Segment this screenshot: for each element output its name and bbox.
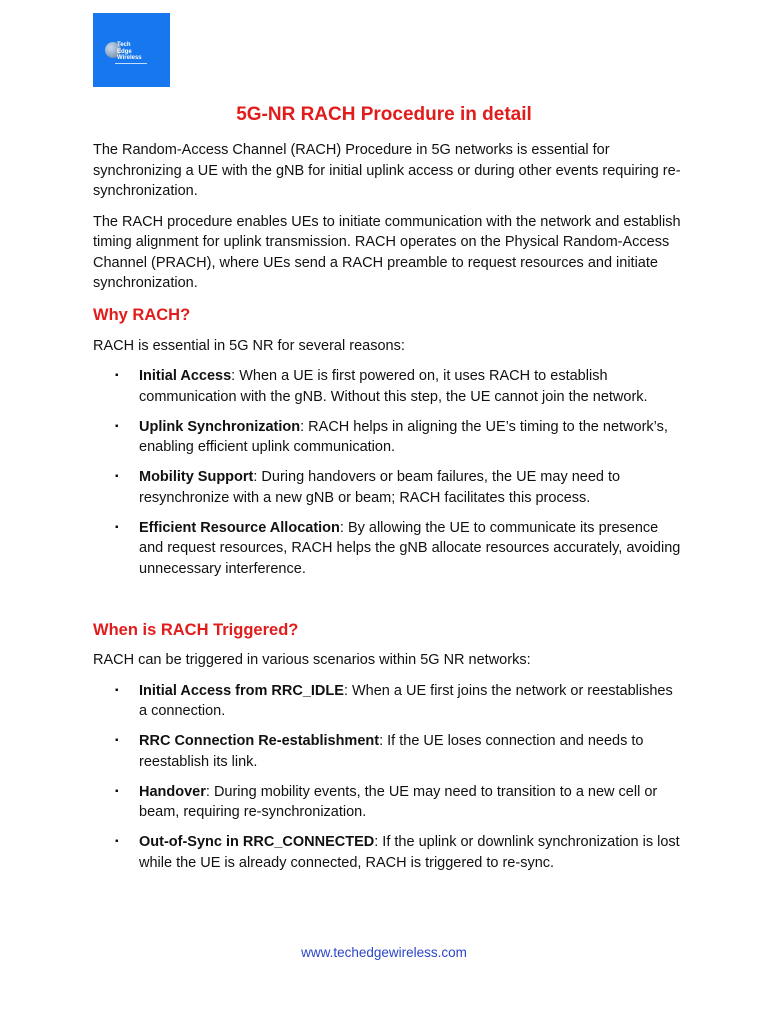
why-lead-text: RACH is essential in 5G NR for several reasons: (93, 337, 405, 354)
bullet-icon: ▪ (115, 836, 119, 847)
list-item-term: Initial Access from RRC_IDLE (139, 682, 344, 699)
list-item (93, 782, 683, 823)
logo-underline (115, 63, 147, 64)
list-item-text: : During mobility events, the UE may need to transition to a new cell or beam, requiring re-synchronization. (139, 783, 658, 820)
bullet-icon: ▪ (115, 684, 119, 696)
list-item (93, 731, 683, 772)
section-heading-when-triggered: When is RACH Triggered? (93, 621, 299, 639)
bullet-icon: ▪ (115, 420, 119, 432)
list-item-term: RRC Connection Re-establishment (139, 733, 380, 749)
intro-paragraph-2: The RACH procedure enables UEs to initiate communication with the network and establish timing alignment for uplink transmission. RACH operates on the Physical Random-Access Channel (PRACH), where UEs send a RACH preamble to request resources and initiate synchronization. (93, 213, 681, 291)
logo-wordmark (117, 42, 142, 62)
page-title: 5G-NR RACH Procedure in detail (236, 104, 532, 125)
section-heading-why-rach: Why RACH? (93, 305, 191, 324)
list-item-term: Out-of-Sync in RRC_CONNECTED (139, 834, 375, 850)
logo-line-1: Tech (117, 42, 131, 48)
list-item-term: Initial Access (139, 368, 232, 384)
bullet-icon: ▪ (115, 735, 119, 746)
logo-line-2: Edge (117, 48, 132, 55)
list-item-text: : If the UE loses connection and needs to reestablish its link. (139, 733, 644, 770)
list-item (93, 518, 683, 580)
bullet-icon: ▪ (115, 521, 119, 533)
list-item-text: : When a UE first joins the network or reestablishes a connection. (139, 682, 673, 719)
list-item (93, 832, 683, 873)
tech-edge-wireless-logo (93, 13, 170, 87)
list-item-term: Uplink Synchronization (139, 418, 301, 435)
list-item (93, 681, 683, 722)
list-item-term: Efficient Resource Allocation (139, 519, 340, 536)
list-item-text: : RACH helps in aligning the UE’s timing to the network’s, enabling efficient uplink communication. (139, 418, 668, 455)
intro-paragraph-1: The Random-Access Channel (RACH) Procedure in 5G networks is essential for synchronizing a UE with the gNB for initial uplink access or during other events requiring re-synchronization. (93, 142, 681, 199)
list-item (93, 417, 683, 458)
list-item-text: : By allowing the UE to communicate its presence and request resources, RACH helps the gNB allocate resources accurately, avoiding unnecessary interference. (139, 519, 681, 577)
list-item-text: : If the uplink or downlink synchronization is lost while the UE is already connected, RACH is triggered to re-sync. (139, 834, 680, 871)
list-item-text: : During handovers or beam failures, the UE may need to resynchronize with a new gNB or beam; RACH facilitates this process. (139, 469, 621, 506)
list-item-term: Mobility Support (139, 469, 254, 485)
footer-website-link[interactable]: www.techedgewireless.com (301, 945, 467, 960)
document-body (93, 140, 683, 883)
list-item-text: : When a UE is first powered on, it uses RACH to establish communication with the gNB. Without this step, the UE cannot join the network. (139, 368, 648, 405)
list-item (93, 467, 683, 508)
bullet-icon: ▪ (115, 471, 119, 482)
list-item (93, 366, 683, 407)
bullet-icon: ▪ (115, 370, 119, 381)
when-scenarios-list (93, 681, 683, 874)
bullet-icon: ▪ (115, 785, 119, 797)
logo-line-3: Wireless (117, 55, 142, 61)
why-reasons-list (93, 366, 683, 579)
list-item-term: Handover (139, 783, 206, 800)
when-lead-text: RACH can be triggered in various scenarios within 5G NR networks: (93, 652, 531, 668)
